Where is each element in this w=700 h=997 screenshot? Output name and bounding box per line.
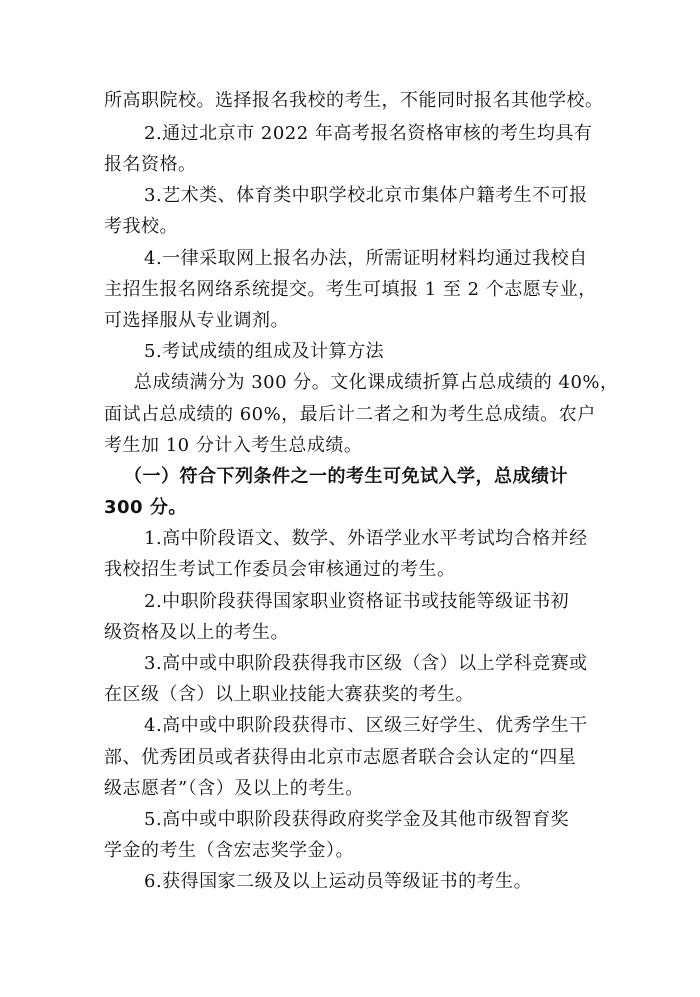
text-line-6: 4.一律采取网上报名办法，所需证明材料均通过我校自 (144, 248, 588, 269)
section-heading-2: 300 分。 (104, 497, 187, 518)
text-line-15: 1.高中阶段语文、数学、外语学业水平考试均合格并经 (144, 528, 588, 549)
text-line-12: 考生加 10 分计入考生总成绩。 (104, 435, 363, 456)
text-line-9: 5.考试成绩的组成及计算方法 (144, 341, 385, 362)
text-line-7: 主招生报名网络系统提交。考生可填报 1 至 2 个志愿专业， (104, 279, 597, 300)
section-heading-1: （一）符合下列条件之一的考生可免试入学，总成绩计 (124, 466, 568, 487)
text-line-16: 我校招生考试工作委员会审核通过的考生。 (104, 559, 456, 580)
text-line-21: 4.高中或中职阶段获得市、区级三好学生、优秀学生干 (144, 715, 588, 736)
text-line-4: 3.艺术类、体育类中职学校北京市集体户籍考生不可报 (144, 185, 588, 206)
text-line-25: 学金的考生（含宏志奖学金）。 (104, 840, 354, 861)
text-line-23: 级志愿者”（含）及以上的考生。 (104, 778, 364, 799)
text-line-19: 3.高中或中职阶段获得我市区级（含）以上学科竞赛或 (144, 653, 588, 674)
text-line-22: 部、优秀团员或者获得由北京市志愿者联合会认定的“四星 (104, 747, 577, 768)
text-line-26: 6.获得国家二级及以上运动员等级证书的考生。 (144, 871, 533, 892)
text-line-1: 所高职院校。选择报名我校的考生，不能同时报名其他学校。 (104, 90, 604, 111)
text-line-17: 2.中职阶段获得国家职业资格证书或技能等级证书初 (144, 591, 570, 612)
text-line-20: 在区级（含）以上职业技能大赛获奖的考生。 (104, 684, 474, 705)
text-line-24: 5.高中或中职阶段获得政府奖学金及其他市级智育奖 (144, 809, 570, 830)
text-line-5: 考我校。 (104, 216, 178, 237)
text-line-3: 报名资格。 (104, 154, 197, 175)
text-line-8: 可选择服从专业调剂。 (104, 310, 289, 331)
text-line-18: 级资格及以上的考生。 (104, 622, 289, 643)
text-line-2: 2.通过北京市 2022 年高考报名资格审核的考生均具有 (144, 123, 593, 144)
text-line-11: 面试占总成绩的 60%，最后计二者之和为考生总成绩。农户 (104, 404, 596, 425)
text-line-10: 总成绩满分为 300 分。文化课成绩折算占总成绩的 40%， (134, 372, 619, 393)
